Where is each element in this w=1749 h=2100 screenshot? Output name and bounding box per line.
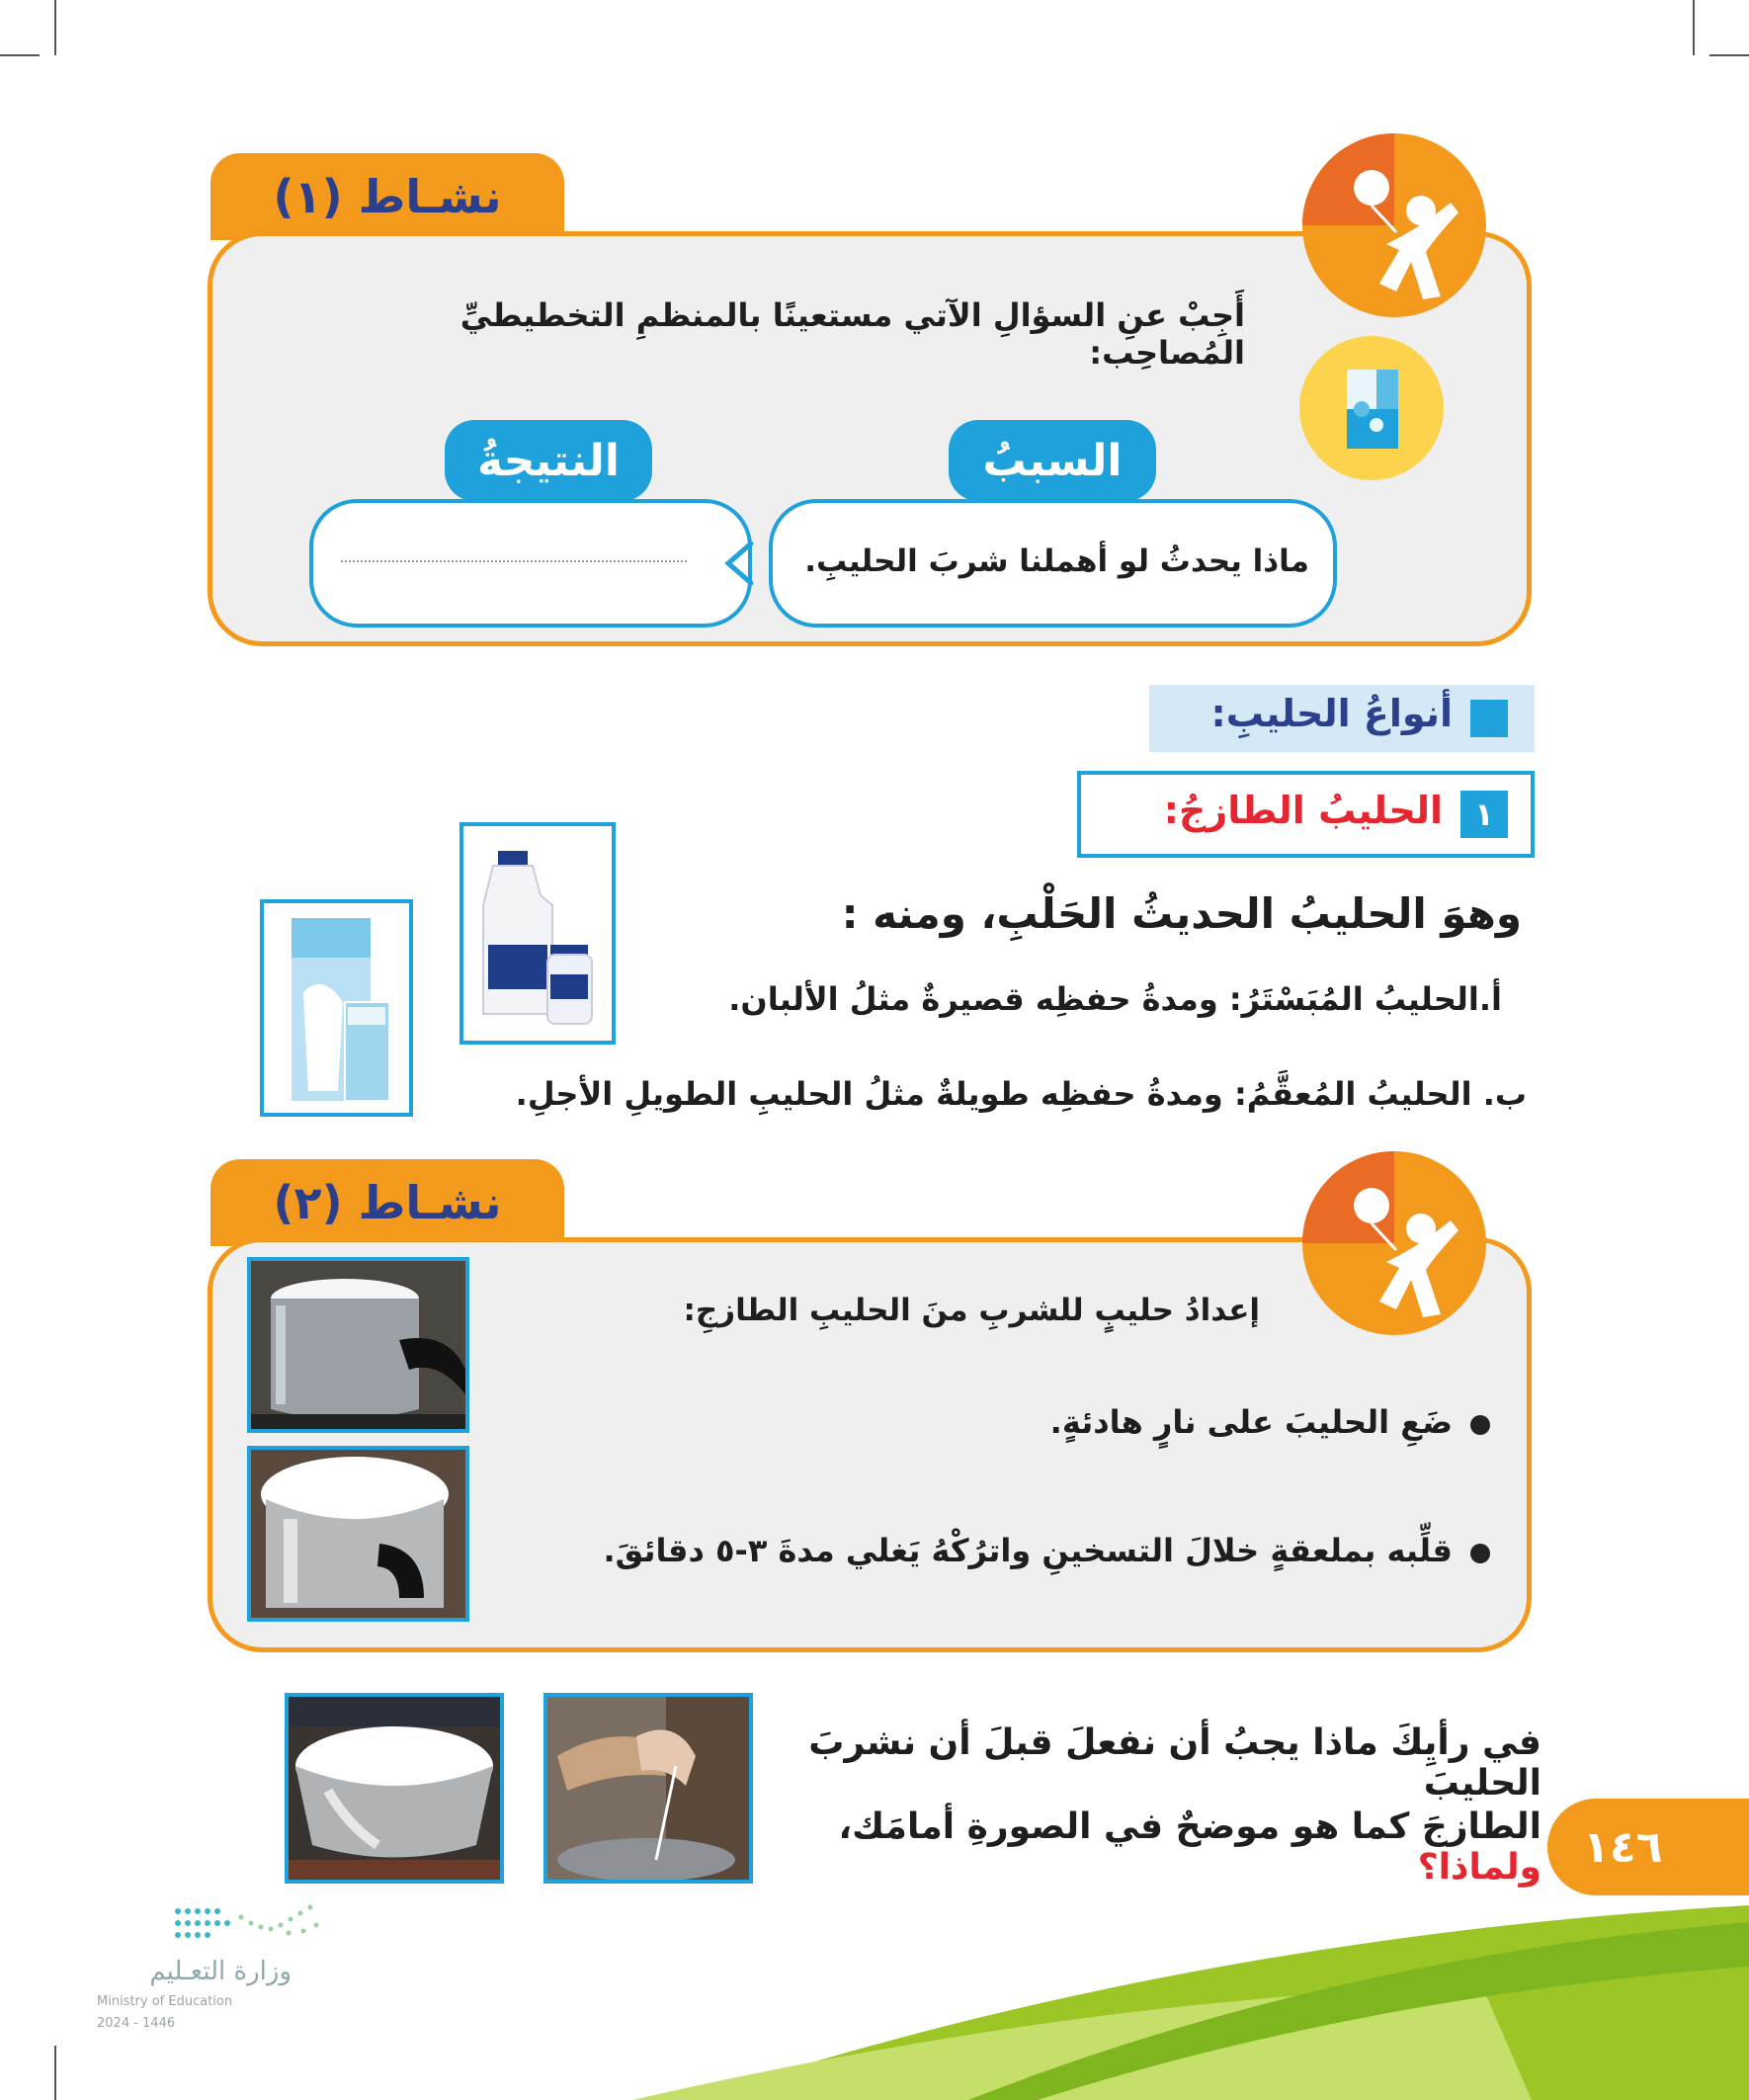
boiling-pot-image [251, 1450, 465, 1618]
page-number: ١٤٦ [1547, 1799, 1749, 1895]
why-text: ولماذا؟ [1417, 1847, 1541, 1888]
bullet-icon [1470, 1544, 1490, 1563]
square-bullet-icon [1470, 700, 1508, 737]
result-label: النتيجةُ [445, 420, 652, 501]
cause-text: ماذا يحدثُ لو أهملنا شربَ الحليبِ. [804, 544, 1309, 579]
activity-1-question: أَجِبْ عنِ السؤالِ الآتي مستعينًا بالمنظمِ التخطيطيِّ المُصاحِب: [459, 296, 1245, 372]
milk-bowl-image [289, 1697, 500, 1880]
pot-image [251, 1261, 465, 1429]
sterilized-milk-photo [260, 899, 413, 1117]
answer-line [341, 560, 687, 562]
activity-1-tab [210, 153, 564, 240]
subsection-number: ١ [1460, 791, 1508, 838]
cause-label: السببُ [949, 420, 1156, 501]
bottom-question-line-1: في رأيِكَ ماذا يجبُ أن نفعلَ قبلَ أن نشربَ الحليبَ [808, 1722, 1541, 1804]
strained-milk-photo [285, 1693, 504, 1884]
crop-mark [0, 54, 40, 56]
activity-2-title: نشـاط (٢) [273, 1176, 502, 1229]
definition-text: وهوَ الحليبُ الحديثُ الحَلْبِ، ومنه : [841, 889, 1522, 938]
activity-2-intro: إعدادُ حليبٍ للشربِ منَ الحليبِ الطازجِ: [683, 1293, 1260, 1328]
item-b: ب. الحليبُ المُعقَّمُ: ومدةُ حفظِه طويلةٌ مثلُ الحليبِ الطويلِ الأجلِ. [515, 1075, 1527, 1113]
pot-on-stove-photo [247, 1257, 469, 1433]
crop-mark [1709, 54, 1749, 56]
result-box[interactable] [309, 499, 752, 628]
step-1: ضَعِ الحليبَ على نارٍ هادئةٍ. [1049, 1403, 1453, 1441]
item-a: أ.الحليبُ المُبَسْتَرُ: ومدةُ حفظِه قصيرةٌ مثلُ الألبان. [728, 980, 1502, 1018]
subsection-title: الحليبُ الطازجُ: [1163, 789, 1443, 832]
bottom-question-line-2 [781, 1806, 1541, 1888]
section-heading: أنواعُ الحليبِ: [1210, 692, 1453, 735]
crop-mark [1693, 0, 1695, 55]
boiling-milk-photo [247, 1446, 469, 1622]
kid-balloon-icon [1302, 1151, 1486, 1335]
puzzle-badge [1299, 336, 1444, 480]
ministry-english: Ministry of Education [97, 1994, 233, 2009]
activity-1-title: نشـاط (١) [273, 170, 502, 223]
crop-mark [54, 0, 56, 55]
activity-2-tab [210, 1159, 564, 1246]
green-swoosh [0, 1878, 1749, 2100]
ministry-year: 2024 - 1446 [97, 2016, 176, 2031]
activity-icon [1302, 1151, 1486, 1335]
milking-photo [543, 1693, 753, 1884]
activity-icon [1302, 133, 1486, 317]
bullet-icon [1470, 1415, 1490, 1435]
pasteurized-milk-photo [459, 822, 616, 1045]
step-2: قلِّبه بملعقةٍ خلالَ التسخينِ واترُكْهُ يَغلي مدةَ ٣-٥ دقائقَ. [603, 1532, 1453, 1569]
milk-bottle-image [463, 826, 612, 1041]
milking-image [547, 1697, 749, 1880]
arrow-left-icon [716, 539, 761, 588]
bottom-question-text: الطازجَ كما هو موضحٌ في الصورةِ أمامَك، [838, 1806, 1541, 1847]
kid-balloon-icon [1302, 133, 1486, 317]
milk-carton-image [264, 903, 409, 1113]
puzzle-icon [1299, 336, 1444, 480]
ministry-arabic: وزارة التعـليم [149, 1957, 292, 1986]
